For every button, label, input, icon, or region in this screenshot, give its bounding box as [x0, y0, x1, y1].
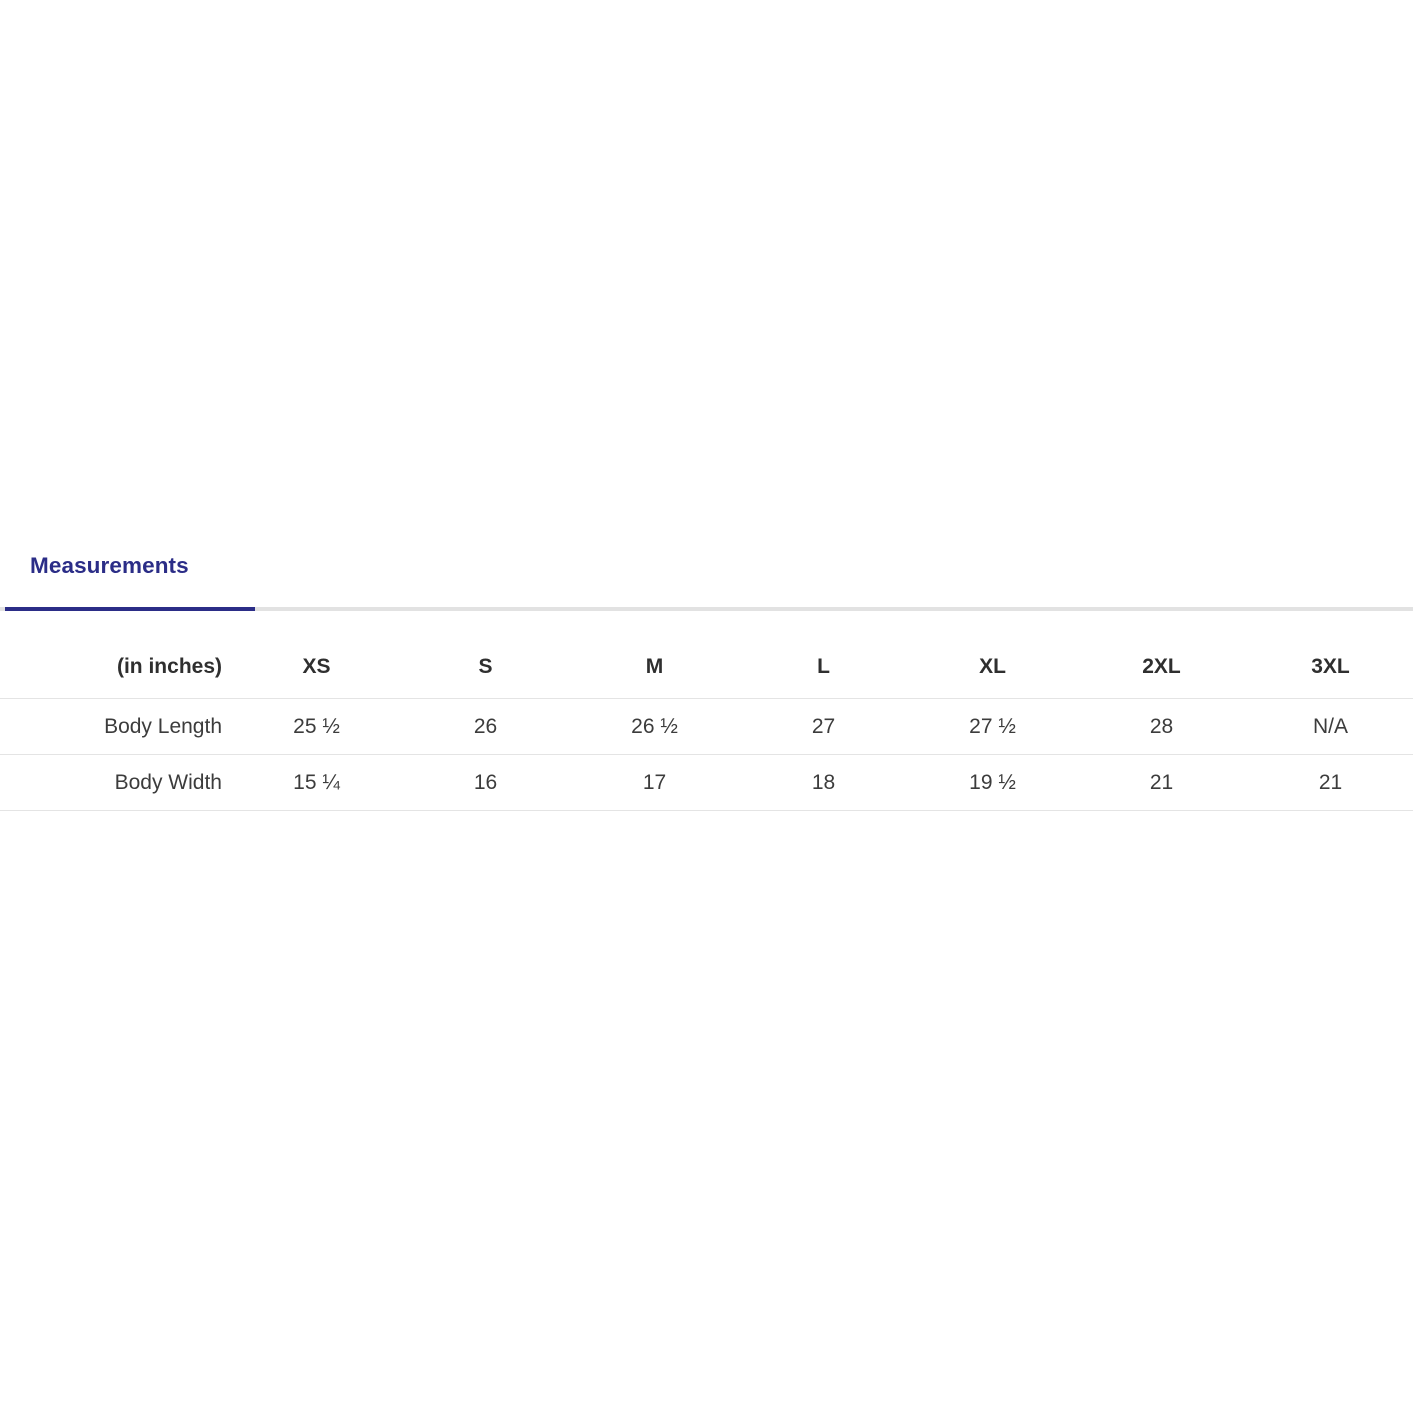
row-label-body-length: Body Length [104, 714, 222, 738]
cell-body-length-xs: 25 ½ [293, 714, 340, 738]
cell-body-length-l: 27 [811, 714, 836, 738]
cell-body-length-2xl: 28 [1149, 714, 1174, 738]
cell-body-length-m: 26 ½ [631, 714, 678, 738]
table-row [0, 699, 1413, 755]
table-header-row [0, 636, 1413, 699]
tab-active-indicator [5, 607, 255, 611]
tab-underline [0, 607, 1413, 611]
column-header-3xl: 3XL [1311, 655, 1350, 678]
row-label-body-width: Body Width [114, 770, 222, 794]
column-header-xs: XS [302, 655, 331, 678]
cell-body-width-xs: 15 ¼ [293, 770, 340, 794]
cell-body-length-xl: 27 ½ [969, 714, 1016, 738]
table-row [0, 755, 1413, 811]
cell-body-width-3xl: 21 [1318, 770, 1343, 794]
cell-body-width-2xl: 21 [1149, 770, 1174, 794]
column-header-xl: XL [979, 655, 1006, 678]
tab-list [0, 552, 1413, 607]
cell-body-width-s: 16 [473, 770, 498, 794]
measurements-table [0, 636, 1413, 811]
column-header-l: L [817, 655, 830, 678]
column-header-2xl: 2XL [1142, 655, 1181, 678]
column-header-m: M [645, 655, 664, 678]
cell-body-length-s: 26 [473, 714, 498, 738]
column-header-unit: (in inches) [116, 655, 222, 678]
tab-strip [0, 552, 1413, 611]
cell-body-width-l: 18 [811, 770, 836, 794]
cell-body-length-3xl: N/A [1312, 714, 1348, 738]
tab-measurements[interactable]: Measurements [30, 553, 189, 578]
column-header-s: S [478, 655, 493, 678]
cell-body-width-xl: 19 ½ [969, 770, 1016, 794]
cell-body-width-m: 17 [642, 770, 667, 794]
measurements-table-wrap [0, 636, 1413, 811]
